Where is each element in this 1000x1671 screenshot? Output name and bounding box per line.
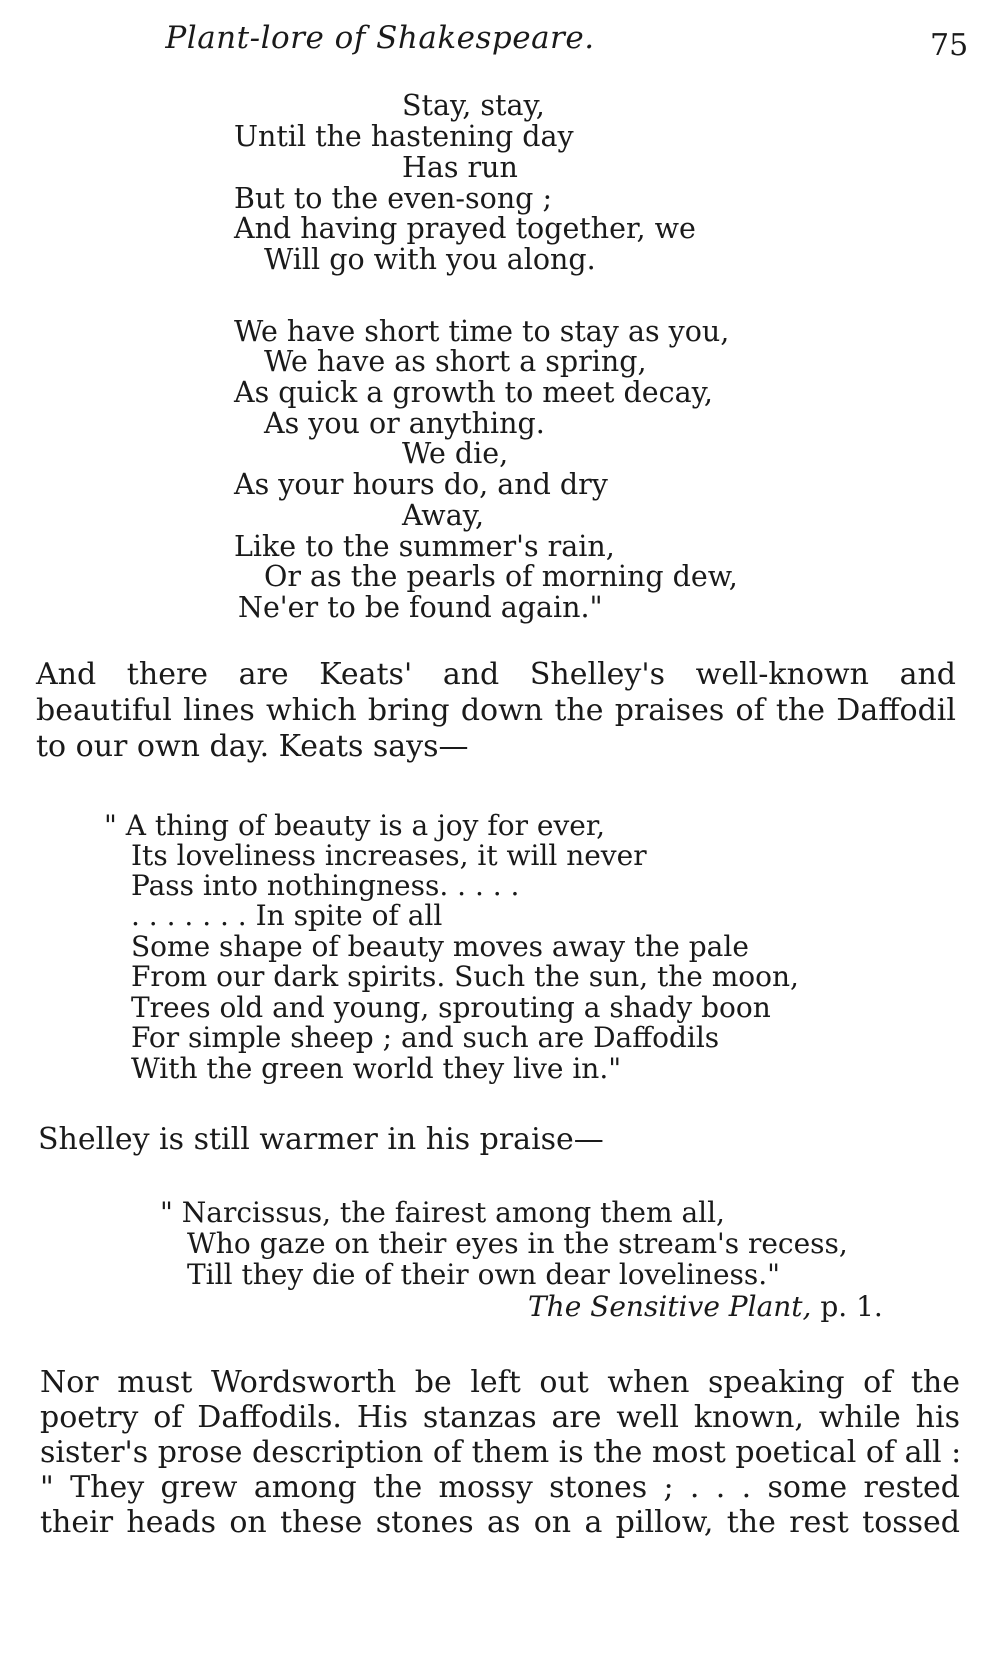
running-title: Plant-lore of Shakespeare. — [165, 20, 595, 56]
poem-line: As quick a growth to meet decay, — [234, 376, 713, 409]
poem-line: As your hours do, and dry — [234, 468, 608, 501]
poem-line: Will go with you along. — [264, 243, 596, 276]
quote-line: Some shape of beauty moves away the pale — [131, 930, 749, 963]
poem-line: Or as the pearls of morning dew, — [264, 560, 738, 593]
quote-line: Its loveliness increases, it will never — [131, 839, 647, 872]
paragraph-line: " They grew among the mossy stones ; . . . some rested — [40, 1470, 960, 1505]
quote-line: From our dark spirits. Such the sun, the moon, — [131, 960, 799, 993]
attribution-title: The Sensitive Plant, — [528, 1290, 812, 1323]
quote-line: For simple sheep ; and such are Daffodils — [131, 1021, 720, 1054]
paragraph-line: to our own day. Keats says— — [36, 729, 469, 764]
poem-line: And having prayed together, we — [234, 212, 696, 245]
poem-line: We have short time to stay as you, — [234, 315, 730, 348]
poem-line: Away, — [402, 499, 485, 532]
quote-line: Till they die of their own dear loveliness." — [187, 1258, 781, 1291]
paragraph-line: poetry of Daffodils. His stanzas are well known, while his — [40, 1400, 960, 1435]
poem-line: But to the even-song ; — [234, 182, 553, 215]
page-number: 75 — [930, 28, 969, 63]
quote-line: " Narcissus, the fairest among them all, — [160, 1196, 725, 1229]
quote-line: With the green world they live in." — [131, 1052, 622, 1085]
paragraph-line: Shelley is still warmer in his praise— — [38, 1122, 604, 1157]
poem-line: We die, — [402, 437, 509, 470]
paragraph-line: their heads on these stones as on a pillow, the rest tossed — [40, 1505, 960, 1540]
quote-line: Who gaze on their eyes in the stream's recess, — [187, 1227, 848, 1260]
poem-line: Like to the summer's rain, — [234, 530, 615, 563]
paragraph-line: beautiful lines which bring down the praises of the Daffodil — [36, 693, 956, 728]
paragraph-line: Nor must Wordsworth be left out when speaking of the — [40, 1365, 960, 1400]
poem-line: We have as short a spring, — [264, 345, 647, 378]
quote-line: Pass into nothingness. . . . . — [131, 869, 520, 902]
paragraph-line: sister's prose description of them is the most poetical of all : — [40, 1435, 962, 1470]
quote-attribution — [528, 1290, 883, 1323]
poem-line: Until the hastening day — [234, 120, 574, 153]
paragraph-line: And there are Keats' and Shelley's well-known and — [36, 657, 956, 692]
quote-line: . . . . . . . In spite of all — [131, 899, 443, 932]
quote-line: Trees old and young, sprouting a shady boon — [131, 991, 771, 1024]
attribution-page: p. 1. — [811, 1290, 883, 1323]
poem-line: Stay, stay, — [402, 89, 545, 122]
poem-line: Ne'er to be found again." — [238, 591, 603, 624]
poem-line: Has run — [402, 151, 518, 184]
quote-line: " A thing of beauty is a joy for ever, — [104, 809, 606, 842]
poem-line: As you or anything. — [264, 407, 545, 440]
